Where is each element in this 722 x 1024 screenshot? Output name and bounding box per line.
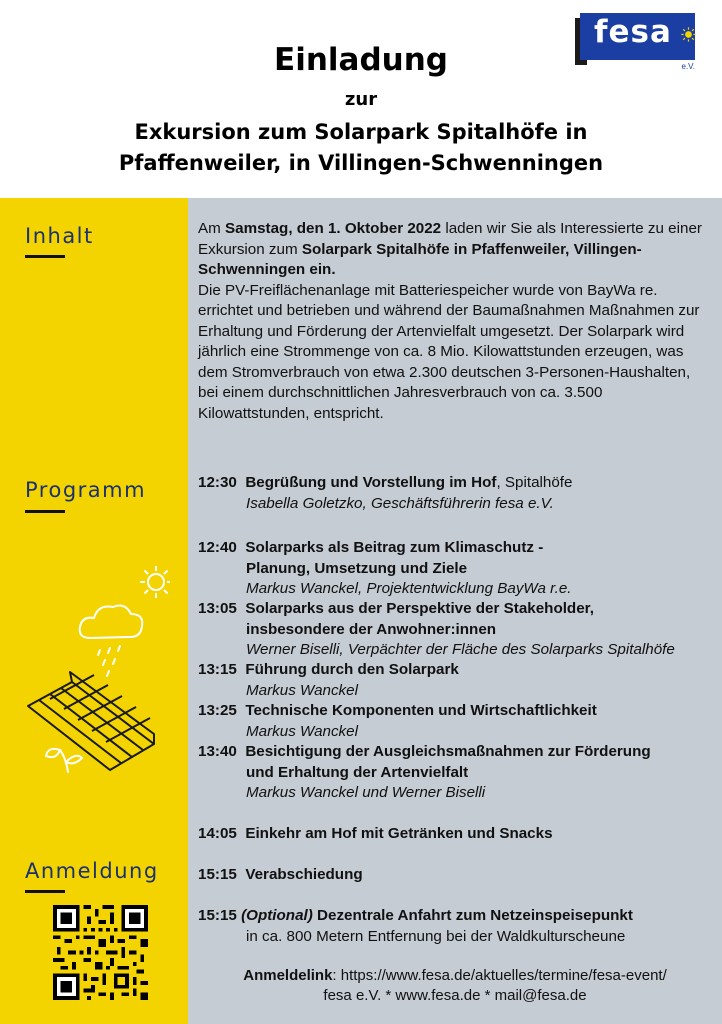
program-title: Begrüßung und Vorstellung im Hof xyxy=(245,474,497,491)
program-item xyxy=(198,599,675,661)
program-time: 13:15 xyxy=(198,661,237,678)
intro-text xyxy=(198,219,713,424)
sun-icon xyxy=(140,566,170,598)
intro-description: Die PV-Freiflächenanlage mit Batteriespeicher wurde von BayWa re. errichtet und betrieben und während der Baumaßnahmen Maßnahmen zur Erhaltung und Förderung der Artenvielfalt umgesetzt. Der Solarpark wird jährlich eine Strommenge von ca. 8 Mio. Kilowattstunden erzeugen, was dem Stromverbrauch von etwa 2.300 deutschen 3-Personen-Haushalten, bei einem durchschnittlichen Jahresverbrauch von ca. 3.500 Kilowattstunden, entspricht. xyxy=(198,281,700,422)
program-title: Solarparks aus der Perspektive der Stakeholder, xyxy=(245,600,594,617)
signup-link-line[interactable] xyxy=(188,966,722,986)
section-label-anmeldung: Anmeldung xyxy=(25,859,159,883)
program-time: 12:40 xyxy=(198,539,237,556)
program-time: 12:30 xyxy=(198,474,237,491)
logo-suffix: e.V. xyxy=(681,62,695,71)
program-title: Dezentrale Anfahrt zum Netzeinspeisepunkt xyxy=(317,907,633,924)
intro-text-part: Am xyxy=(198,220,226,237)
program-speaker: Werner Biselli, Verpächter der Fläche des Solarparks Spitalhöfe xyxy=(246,641,675,658)
program-optional-tag: (Optional) xyxy=(241,907,313,924)
program-speaker: Markus Wanckel und Werner Biselli xyxy=(246,784,486,801)
section-label-programm: Programm xyxy=(25,478,147,502)
solar-illustration xyxy=(20,560,170,790)
signup-link-url[interactable]: : https://www.fesa.de/aktuelles/termine/fesa-event/ xyxy=(332,967,667,984)
program-item xyxy=(198,701,597,742)
section-rule xyxy=(25,255,65,258)
program-time: 15:15 xyxy=(198,866,237,883)
page-title: Einladung xyxy=(274,42,448,78)
program-title: Besichtigung der Ausgleichsmaßnahmen zur Förderung xyxy=(245,743,651,760)
program-title-cont: und Erhaltung der Artenvielfalt xyxy=(246,763,469,781)
section-rule xyxy=(25,890,65,893)
program-title: Führung durch den Solarpark xyxy=(245,661,459,678)
program-time: 14:05 xyxy=(198,825,237,842)
program-title-suffix: , Spitalhöfe xyxy=(496,474,573,491)
program-time: 13:40 xyxy=(198,743,237,760)
logo-text: fesa xyxy=(594,14,672,50)
program-title: Technische Komponenten und Wirtschaftlichkeit xyxy=(245,702,597,719)
qr-code-icon[interactable] xyxy=(53,905,148,1000)
program-item xyxy=(198,906,633,947)
program-time: 13:05 xyxy=(198,600,237,617)
program-item xyxy=(198,538,572,600)
program-item xyxy=(198,473,572,514)
program-title: Solarparks als Beitrag zum Klimaschutz - xyxy=(245,539,544,556)
program-item xyxy=(198,742,651,804)
contact-line[interactable]: fesa e.V. * www.fesa.de * mail@fesa.de xyxy=(323,987,587,1004)
signup-link-label: Anmeldelink xyxy=(243,967,333,984)
event-date: Samstag, den 1. Oktober 2022 xyxy=(225,220,442,237)
program-speaker: Isabella Goletzko, Geschäftsführerin fesa e.V. xyxy=(246,494,554,512)
program-detail: in ca. 800 Metern Entfernung bei der Waldkulturscheune xyxy=(246,927,626,945)
program-speaker: Markus Wanckel xyxy=(246,681,358,699)
logo-box xyxy=(580,13,695,60)
page-subtitle xyxy=(0,117,722,179)
subtitle-line-1: Exkursion zum Solarpark Spitalhöfe in xyxy=(134,120,588,144)
section-label-inhalt: Inhalt xyxy=(25,224,94,248)
program-time: 15:15 xyxy=(198,907,237,924)
section-rule xyxy=(25,510,65,513)
program-title-cont: Planung, Umsetzung und Ziele xyxy=(246,559,468,577)
program-item xyxy=(198,824,553,845)
program-speaker: Markus Wanckel xyxy=(246,722,358,740)
program-title: Verabschiedung xyxy=(245,866,363,883)
program-speaker: Markus Wanckel, Projektentwicklung BayWa r.e. xyxy=(246,580,572,597)
intro-text-part: laden wir Sie als Interessierte zu einer Exkursion zum xyxy=(198,220,702,258)
footer xyxy=(188,966,722,1006)
program-title: Einkehr am Hof mit Getränken und Snacks xyxy=(245,825,553,842)
program-time: 13:25 xyxy=(198,702,237,719)
sprout-icon xyxy=(46,749,82,772)
program-title-cont: insbesondere der Anwohner:innen xyxy=(246,620,497,638)
event-location: Solarpark Spitalhöfe in Pfaffenweiler, Villingen-Schwenningen ein. xyxy=(198,240,642,278)
cloud-rain-icon xyxy=(80,606,143,676)
logo-sun-icon xyxy=(681,27,696,42)
title-connector: zur xyxy=(344,89,378,110)
program-item xyxy=(198,865,363,886)
fesa-logo xyxy=(575,13,697,71)
program-item xyxy=(198,660,459,701)
subtitle-line-2: Pfaffenweiler, in Villingen-Schwenningen xyxy=(118,151,604,175)
